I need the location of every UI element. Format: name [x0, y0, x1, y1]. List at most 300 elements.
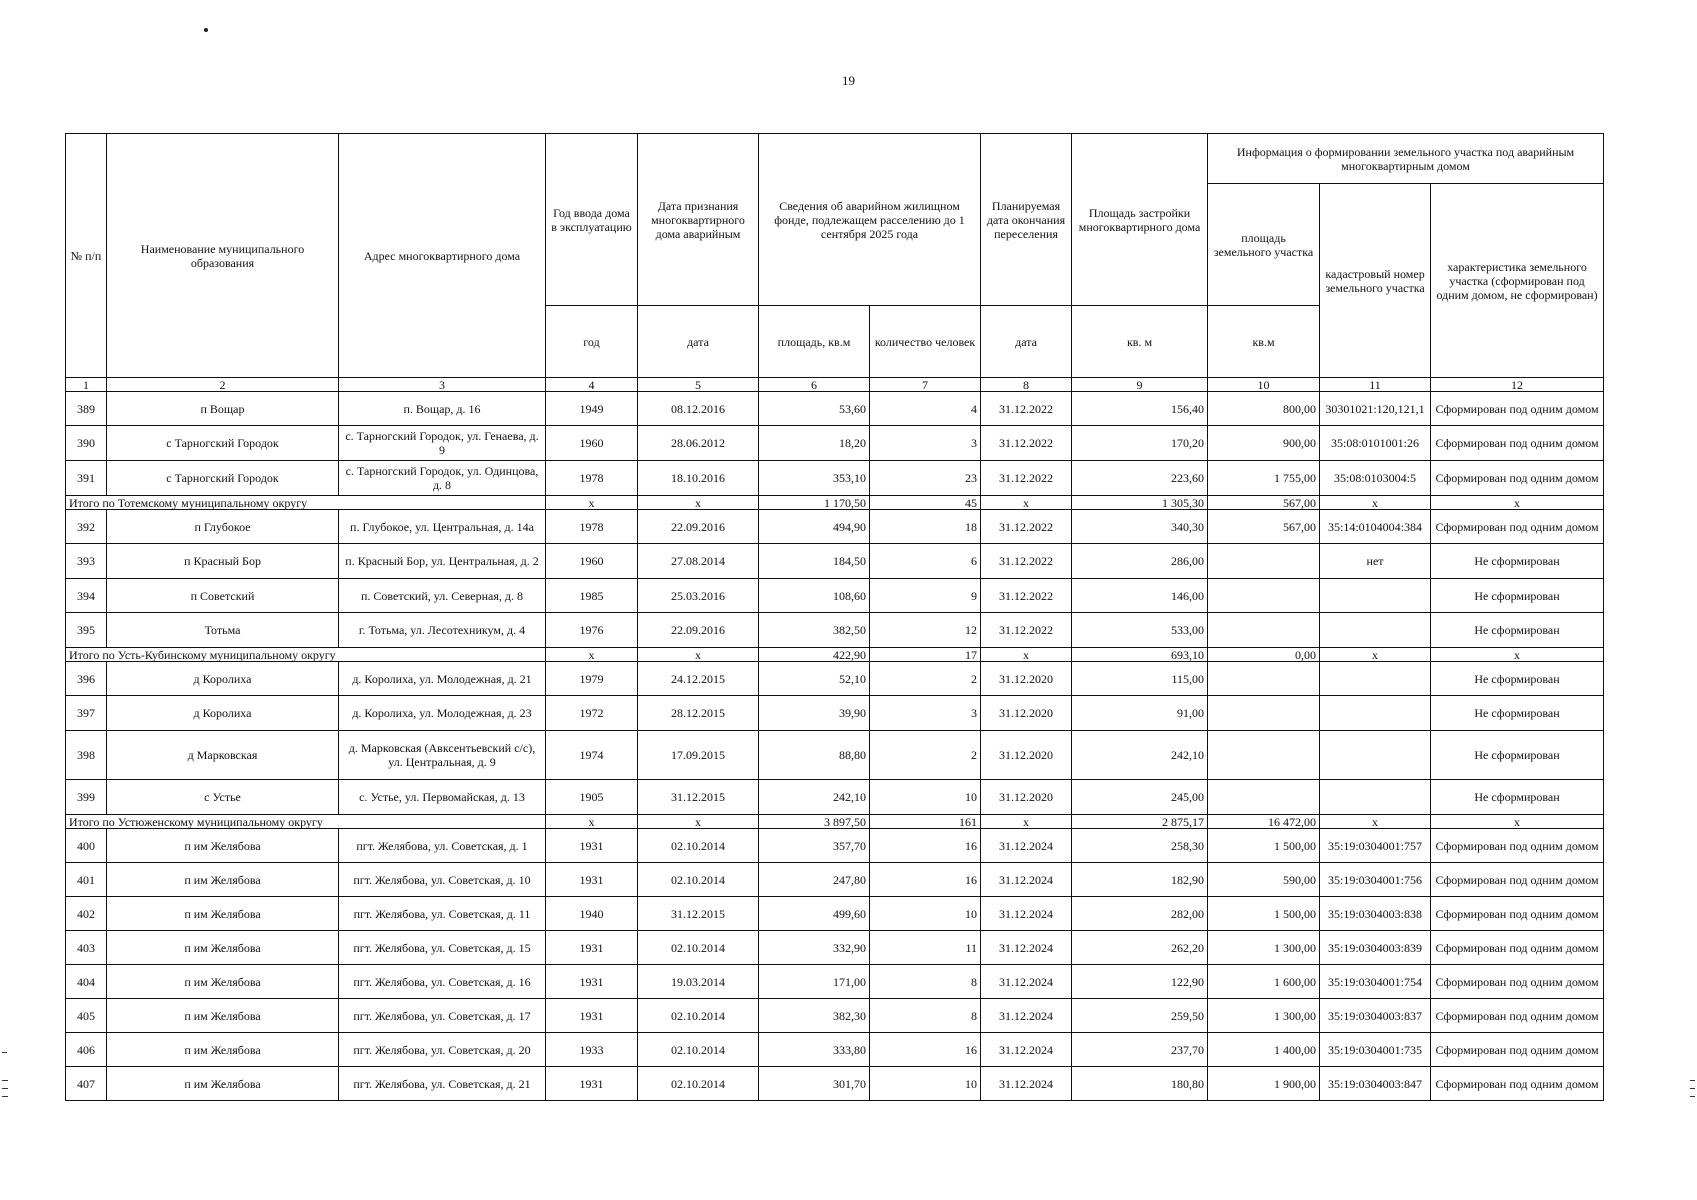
- cell-land-area: 0,00: [1208, 648, 1320, 662]
- cell-year: 1978: [546, 461, 638, 496]
- cell-build-area: 259,50: [1072, 999, 1208, 1033]
- cell-land-characteristic: x: [1431, 648, 1604, 662]
- cell-recognition-date: x: [638, 648, 759, 662]
- cell-land-area: 1 300,00: [1208, 931, 1320, 965]
- cell-recognition-date: 02.10.2014: [638, 1033, 759, 1067]
- header-building-area: Площадь застройки многоквартирного дома: [1072, 134, 1208, 306]
- cell-build-area: 245,00: [1072, 780, 1208, 815]
- cell-year: 1985: [546, 579, 638, 613]
- cell-cadastral-number: 35:19:0304003:838: [1320, 897, 1431, 931]
- cell-year: 1931: [546, 1067, 638, 1101]
- cell-address: с. Тарногский Городок, ул. Одинцова, д. 8: [339, 461, 546, 496]
- cell-year: 1949: [546, 392, 638, 426]
- table-row: [66, 544, 1604, 579]
- cell-area: 1 170,50: [759, 496, 870, 510]
- cell-people: 17: [870, 648, 981, 662]
- cell-address: пгт. Желябова, ул. Советская, д. 11: [339, 897, 546, 931]
- cell-build-area: 91,00: [1072, 696, 1208, 731]
- cell-area: 333,80: [759, 1033, 870, 1067]
- cell-row-number: 405: [66, 999, 107, 1033]
- cell-build-area: 242,10: [1072, 731, 1208, 780]
- cell-land-area: 1 500,00: [1208, 829, 1320, 863]
- cell-row-number: 392: [66, 510, 107, 544]
- table-row: [66, 426, 1604, 461]
- column-number: 12: [1431, 378, 1604, 392]
- cell-land-characteristic: Сформирован под одним домом: [1431, 863, 1604, 897]
- scan-mark: [2, 1080, 8, 1081]
- total-row: [66, 496, 1604, 510]
- cell-recognition-date: 28.06.2012: [638, 426, 759, 461]
- cell-address: п. Вощар, д. 16: [339, 392, 546, 426]
- cell-year: 1931: [546, 863, 638, 897]
- cell-cadastral-number: 35:19:0304001:756: [1320, 863, 1431, 897]
- cell-area: 184,50: [759, 544, 870, 579]
- cell-land-characteristic: Не сформирован: [1431, 544, 1604, 579]
- cell-address: с. Устье, ул. Первомайская, д. 13: [339, 780, 546, 815]
- cell-land-area: 16 472,00: [1208, 815, 1320, 829]
- cell-municipality: п им Желябова: [107, 863, 339, 897]
- cell-row-number: 400: [66, 829, 107, 863]
- cell-address: д. Королиха, ул. Молодежная, д. 21: [339, 662, 546, 696]
- cell-people: 161: [870, 815, 981, 829]
- total-row: [66, 815, 1604, 829]
- cell-row-number: 395: [66, 613, 107, 648]
- scan-mark: [2, 1096, 8, 1097]
- cell-year: 1905: [546, 780, 638, 815]
- table-row: [66, 510, 1604, 544]
- cell-area: 332,90: [759, 931, 870, 965]
- cell-people: 10: [870, 1067, 981, 1101]
- cell-row-number: 393: [66, 544, 107, 579]
- cell-land-characteristic: Сформирован под одним домом: [1431, 461, 1604, 496]
- unit-date: дата: [638, 306, 759, 378]
- table-row: [66, 731, 1604, 780]
- cell-recognition-date: 19.03.2014: [638, 965, 759, 999]
- cell-recognition-date: x: [638, 815, 759, 829]
- header-year-commissioned: Год ввода дома в эксплуатацию: [546, 134, 638, 306]
- cell-row-number: 397: [66, 696, 107, 731]
- cell-build-area: 180,80: [1072, 1067, 1208, 1101]
- cell-area: 52,10: [759, 662, 870, 696]
- column-number: 4: [546, 378, 638, 392]
- cell-row-number: 402: [66, 897, 107, 931]
- cell-year: x: [546, 496, 638, 510]
- cell-land-characteristic: Сформирован под одним домом: [1431, 999, 1604, 1033]
- cell-build-area: 170,20: [1072, 426, 1208, 461]
- cell-people: 16: [870, 829, 981, 863]
- cell-municipality: д Королиха: [107, 696, 339, 731]
- cell-municipality: п им Желябова: [107, 897, 339, 931]
- cell-recognition-date: 02.10.2014: [638, 863, 759, 897]
- column-number: 2: [107, 378, 339, 392]
- cell-municipality: Тотьма: [107, 613, 339, 648]
- cell-people: 9: [870, 579, 981, 613]
- cell-people: 16: [870, 1033, 981, 1067]
- cell-recognition-date: 27.08.2014: [638, 544, 759, 579]
- cell-build-area: 2 875,17: [1072, 815, 1208, 829]
- cell-people: 12: [870, 613, 981, 648]
- cell-recognition-date: 22.09.2016: [638, 613, 759, 648]
- cell-land-characteristic: Сформирован под одним домом: [1431, 392, 1604, 426]
- cell-municipality: п Глубокое: [107, 510, 339, 544]
- cell-land-characteristic: Не сформирован: [1431, 613, 1604, 648]
- column-number: 5: [638, 378, 759, 392]
- cell-year: 1933: [546, 1033, 638, 1067]
- cell-year: 1960: [546, 544, 638, 579]
- cell-year: 1979: [546, 662, 638, 696]
- cell-cadastral-number: x: [1320, 815, 1431, 829]
- cell-build-area: 340,30: [1072, 510, 1208, 544]
- cell-row-number: 391: [66, 461, 107, 496]
- cell-land-area: 567,00: [1208, 496, 1320, 510]
- cell-municipality: п Вощар: [107, 392, 339, 426]
- cell-planned-end-date: 31.12.2024: [981, 863, 1072, 897]
- cell-people: 8: [870, 999, 981, 1033]
- cell-planned-end-date: 31.12.2024: [981, 829, 1072, 863]
- unit-land-area: кв.м: [1208, 306, 1320, 378]
- cell-people: 3: [870, 696, 981, 731]
- cell-planned-end-date: 31.12.2022: [981, 613, 1072, 648]
- cell-year: 1976: [546, 613, 638, 648]
- cell-municipality: п Красный Бор: [107, 544, 339, 579]
- unit-year: год: [546, 306, 638, 378]
- cell-land-area: 800,00: [1208, 392, 1320, 426]
- cell-land-characteristic: Сформирован под одним домом: [1431, 829, 1604, 863]
- header-date-declared-unsafe: Дата признания многоквартирного дома аварийным: [638, 134, 759, 306]
- cell-build-area: 122,90: [1072, 965, 1208, 999]
- table-body: [66, 392, 1604, 1101]
- cell-planned-end-date: 31.12.2022: [981, 461, 1072, 496]
- cell-row-number: 394: [66, 579, 107, 613]
- cell-cadastral-number: нет: [1320, 544, 1431, 579]
- cell-cadastral-number: 35:14:0104004:384: [1320, 510, 1431, 544]
- cell-people: 11: [870, 931, 981, 965]
- cell-area: 108,60: [759, 579, 870, 613]
- cell-recognition-date: 18.10.2016: [638, 461, 759, 496]
- cell-land-characteristic: Не сформирован: [1431, 731, 1604, 780]
- total-label: Итого по Усть-Кубинскому муниципальному округу: [66, 648, 546, 662]
- table-row: [66, 461, 1604, 496]
- cell-build-area: 237,70: [1072, 1033, 1208, 1067]
- cell-municipality: п им Желябова: [107, 999, 339, 1033]
- cell-address: п. Глубокое, ул. Центральная, д. 14а: [339, 510, 546, 544]
- cell-row-number: 399: [66, 780, 107, 815]
- cell-year: 1931: [546, 999, 638, 1033]
- header-municipality: Наименование муниципального образования: [107, 134, 339, 378]
- table-row: [66, 897, 1604, 931]
- cell-recognition-date: 31.12.2015: [638, 897, 759, 931]
- cell-recognition-date: 17.09.2015: [638, 731, 759, 780]
- housing-register-table: [65, 133, 1604, 1101]
- cell-planned-end-date: 31.12.2024: [981, 1033, 1072, 1067]
- cell-planned-end-date: 31.12.2024: [981, 965, 1072, 999]
- cell-land-characteristic: Сформирован под одним домом: [1431, 426, 1604, 461]
- cell-cadastral-number: 35:19:0304001:757: [1320, 829, 1431, 863]
- cell-row-number: 389: [66, 392, 107, 426]
- cell-planned-end-date: x: [981, 815, 1072, 829]
- cell-cadastral-number: 35:08:0101001:26: [1320, 426, 1431, 461]
- cell-year: 1974: [546, 731, 638, 780]
- cell-area: 499,60: [759, 897, 870, 931]
- cell-area: 242,10: [759, 780, 870, 815]
- cell-planned-end-date: x: [981, 496, 1072, 510]
- cell-land-characteristic: Не сформирован: [1431, 662, 1604, 696]
- cell-land-characteristic: Сформирован под одним домом: [1431, 1033, 1604, 1067]
- cell-address: пгт. Желябова, ул. Советская, д. 17: [339, 999, 546, 1033]
- cell-people: 8: [870, 965, 981, 999]
- cell-people: 2: [870, 662, 981, 696]
- cell-recognition-date: x: [638, 496, 759, 510]
- cell-address: пгт. Желябова, ул. Советская, д. 20: [339, 1033, 546, 1067]
- cell-people: 2: [870, 731, 981, 780]
- cell-build-area: 262,20: [1072, 931, 1208, 965]
- cell-land-characteristic: Не сформирован: [1431, 696, 1604, 731]
- cell-area: 382,50: [759, 613, 870, 648]
- unit-people: количество человек: [870, 306, 981, 378]
- cell-land-characteristic: Не сформирован: [1431, 579, 1604, 613]
- cell-row-number: 406: [66, 1033, 107, 1067]
- cell-land-area: 1 600,00: [1208, 965, 1320, 999]
- cell-build-area: 182,90: [1072, 863, 1208, 897]
- cell-cadastral-number: [1320, 780, 1431, 815]
- cell-build-area: 693,10: [1072, 648, 1208, 662]
- column-number: 10: [1208, 378, 1320, 392]
- scan-mark: [2, 1052, 7, 1053]
- cell-address: пгт. Желябова, ул. Советская, д. 1: [339, 829, 546, 863]
- cell-build-area: 146,00: [1072, 579, 1208, 613]
- header-land-area: площадь земельного участка: [1208, 184, 1320, 306]
- cell-row-number: 396: [66, 662, 107, 696]
- column-number: 3: [339, 378, 546, 392]
- header-unsafe-housing-info: Сведения об аварийном жилищном фонде, подлежащем расселению до 1 сентября 2025 года: [759, 134, 981, 306]
- cell-planned-end-date: 31.12.2022: [981, 579, 1072, 613]
- cell-people: 45: [870, 496, 981, 510]
- cell-area: 247,80: [759, 863, 870, 897]
- header-row-number: № п/п: [66, 134, 107, 378]
- cell-area: 422,90: [759, 648, 870, 662]
- cell-cadastral-number: x: [1320, 496, 1431, 510]
- cell-planned-end-date: 31.12.2022: [981, 544, 1072, 579]
- cell-build-area: 156,40: [1072, 392, 1208, 426]
- cell-row-number: 398: [66, 731, 107, 780]
- column-number: 8: [981, 378, 1072, 392]
- cell-build-area: 223,60: [1072, 461, 1208, 496]
- cell-municipality: п им Желябова: [107, 965, 339, 999]
- cell-build-area: 286,00: [1072, 544, 1208, 579]
- cell-area: 53,60: [759, 392, 870, 426]
- cell-address: пгт. Желябова, ул. Советская, д. 10: [339, 863, 546, 897]
- cell-cadastral-number: 35:19:0304001:754: [1320, 965, 1431, 999]
- cell-address: д. Королиха, ул. Молодежная, д. 23: [339, 696, 546, 731]
- cell-cadastral-number: [1320, 579, 1431, 613]
- cell-people: 16: [870, 863, 981, 897]
- cell-row-number: 404: [66, 965, 107, 999]
- cell-land-area: 1 300,00: [1208, 999, 1320, 1033]
- cell-land-area: 1 500,00: [1208, 897, 1320, 931]
- cell-address: с. Тарногский Городок, ул. Генаева, д. 9: [339, 426, 546, 461]
- cell-cadastral-number: 35:19:0304003:837: [1320, 999, 1431, 1033]
- cell-cadastral-number: [1320, 613, 1431, 648]
- cell-people: 3: [870, 426, 981, 461]
- cell-row-number: 403: [66, 931, 107, 965]
- cell-year: x: [546, 815, 638, 829]
- cell-recognition-date: 02.10.2014: [638, 931, 759, 965]
- header-planned-end-date: Планируемая дата окончания переселения: [981, 134, 1072, 306]
- cell-address: г. Тотьма, ул. Лесотехникум, д. 4: [339, 613, 546, 648]
- cell-planned-end-date: 31.12.2024: [981, 1067, 1072, 1101]
- cell-planned-end-date: 31.12.2020: [981, 662, 1072, 696]
- cell-land-area: [1208, 613, 1320, 648]
- table-row: [66, 613, 1604, 648]
- table-header: [66, 134, 1604, 392]
- cell-year: 1978: [546, 510, 638, 544]
- table-row: [66, 1067, 1604, 1101]
- cell-land-characteristic: x: [1431, 496, 1604, 510]
- cell-area: 39,90: [759, 696, 870, 731]
- scan-mark: [2, 1088, 8, 1089]
- cell-land-characteristic: x: [1431, 815, 1604, 829]
- cell-build-area: 282,00: [1072, 897, 1208, 931]
- cell-address: д. Марковская (Авксентьевский с/с), ул. Центральная, д. 9: [339, 731, 546, 780]
- cell-people: 6: [870, 544, 981, 579]
- cell-recognition-date: 25.03.2016: [638, 579, 759, 613]
- total-row: [66, 648, 1604, 662]
- scan-mark: [1690, 1080, 1695, 1081]
- cell-build-area: 258,30: [1072, 829, 1208, 863]
- cell-land-area: [1208, 696, 1320, 731]
- cell-municipality: с Тарногский Городок: [107, 461, 339, 496]
- header-land-characteristic: характеристика земельного участка (сформирован под одним домом, не сформирован): [1431, 184, 1604, 378]
- cell-build-area: 1 305,30: [1072, 496, 1208, 510]
- cell-land-characteristic: Сформирован под одним домом: [1431, 510, 1604, 544]
- cell-cadastral-number: x: [1320, 648, 1431, 662]
- cell-people: 10: [870, 780, 981, 815]
- cell-land-area: 590,00: [1208, 863, 1320, 897]
- cell-year: 1940: [546, 897, 638, 931]
- cell-planned-end-date: 31.12.2020: [981, 780, 1072, 815]
- cell-land-area: 1 900,00: [1208, 1067, 1320, 1101]
- cell-area: 171,00: [759, 965, 870, 999]
- cell-area: 353,10: [759, 461, 870, 496]
- cell-recognition-date: 24.12.2015: [638, 662, 759, 696]
- unit-build-area: кв. м: [1072, 306, 1208, 378]
- cell-land-characteristic: Сформирован под одним домом: [1431, 931, 1604, 965]
- cell-recognition-date: 02.10.2014: [638, 829, 759, 863]
- cell-year: 1931: [546, 829, 638, 863]
- scan-mark: [1690, 1088, 1695, 1089]
- header-cadastral-number: кадастровый номер земельного участка: [1320, 184, 1431, 378]
- unit-area: площадь, кв.м: [759, 306, 870, 378]
- cell-planned-end-date: 31.12.2024: [981, 931, 1072, 965]
- cell-build-area: 115,00: [1072, 662, 1208, 696]
- cell-land-area: [1208, 731, 1320, 780]
- header-land-plot-info: Информация о формировании земельного участка под аварийным многоквартирным домом: [1208, 134, 1604, 184]
- cell-address: п. Советский, ул. Северная, д. 8: [339, 579, 546, 613]
- column-number: 6: [759, 378, 870, 392]
- table-row: [66, 1033, 1604, 1067]
- cell-year: 1931: [546, 931, 638, 965]
- cell-municipality: п им Желябова: [107, 829, 339, 863]
- table-row: [66, 931, 1604, 965]
- cell-land-characteristic: Сформирован под одним домом: [1431, 965, 1604, 999]
- cell-cadastral-number: 35:19:0304003:839: [1320, 931, 1431, 965]
- cell-cadastral-number: 35:08:0103004:5: [1320, 461, 1431, 496]
- table-row: [66, 829, 1604, 863]
- cell-address: пгт. Желябова, ул. Советская, д. 15: [339, 931, 546, 965]
- cell-planned-end-date: 31.12.2020: [981, 696, 1072, 731]
- cell-municipality: с Устье: [107, 780, 339, 815]
- cell-cadastral-number: 35:19:0304001:735: [1320, 1033, 1431, 1067]
- table-row: [66, 662, 1604, 696]
- unit-end-date: дата: [981, 306, 1072, 378]
- cell-recognition-date: 02.10.2014: [638, 1067, 759, 1101]
- cell-area: 3 897,50: [759, 815, 870, 829]
- column-number: 7: [870, 378, 981, 392]
- cell-land-characteristic: Сформирован под одним домом: [1431, 897, 1604, 931]
- cell-address: пгт. Желябова, ул. Советская, д. 16: [339, 965, 546, 999]
- table-row: [66, 579, 1604, 613]
- cell-planned-end-date: 31.12.2020: [981, 731, 1072, 780]
- cell-municipality: п им Желябова: [107, 931, 339, 965]
- cell-recognition-date: 22.09.2016: [638, 510, 759, 544]
- cell-build-area: 533,00: [1072, 613, 1208, 648]
- scan-dot: [204, 28, 208, 32]
- column-numbers-row: [66, 378, 1604, 392]
- cell-cadastral-number: [1320, 731, 1431, 780]
- cell-cadastral-number: [1320, 662, 1431, 696]
- column-number: 11: [1320, 378, 1431, 392]
- cell-cadastral-number: 35:19:0304003:847: [1320, 1067, 1431, 1101]
- cell-area: 357,70: [759, 829, 870, 863]
- table-row: [66, 696, 1604, 731]
- cell-land-area: 1 755,00: [1208, 461, 1320, 496]
- cell-year: 1960: [546, 426, 638, 461]
- cell-area: 301,70: [759, 1067, 870, 1101]
- column-number: 9: [1072, 378, 1208, 392]
- cell-recognition-date: 02.10.2014: [638, 999, 759, 1033]
- cell-land-area: 900,00: [1208, 426, 1320, 461]
- cell-people: 18: [870, 510, 981, 544]
- cell-year: 1931: [546, 965, 638, 999]
- scan-mark: [1690, 1096, 1695, 1097]
- cell-planned-end-date: 31.12.2022: [981, 392, 1072, 426]
- cell-land-area: [1208, 780, 1320, 815]
- cell-people: 23: [870, 461, 981, 496]
- cell-row-number: 401: [66, 863, 107, 897]
- cell-year: x: [546, 648, 638, 662]
- cell-planned-end-date: 31.12.2022: [981, 510, 1072, 544]
- cell-planned-end-date: 31.12.2024: [981, 897, 1072, 931]
- cell-land-characteristic: Не сформирован: [1431, 780, 1604, 815]
- cell-row-number: 390: [66, 426, 107, 461]
- total-label: Итого по Тотемскому муниципальному округу: [66, 496, 546, 510]
- cell-cadastral-number: 30301021:120,121,1: [1320, 392, 1431, 426]
- cell-land-area: 1 400,00: [1208, 1033, 1320, 1067]
- cell-row-number: 407: [66, 1067, 107, 1101]
- column-number: 1: [66, 378, 107, 392]
- cell-municipality: с Тарногский Городок: [107, 426, 339, 461]
- cell-planned-end-date: 31.12.2022: [981, 426, 1072, 461]
- cell-address: п. Красный Бор, ул. Центральная, д. 2: [339, 544, 546, 579]
- cell-people: 4: [870, 392, 981, 426]
- page-number: 19: [842, 73, 855, 88]
- cell-land-characteristic: Сформирован под одним домом: [1431, 1067, 1604, 1101]
- cell-municipality: п Советский: [107, 579, 339, 613]
- cell-recognition-date: 31.12.2015: [638, 780, 759, 815]
- cell-land-area: 567,00: [1208, 510, 1320, 544]
- cell-area: 382,30: [759, 999, 870, 1033]
- cell-municipality: д Королиха: [107, 662, 339, 696]
